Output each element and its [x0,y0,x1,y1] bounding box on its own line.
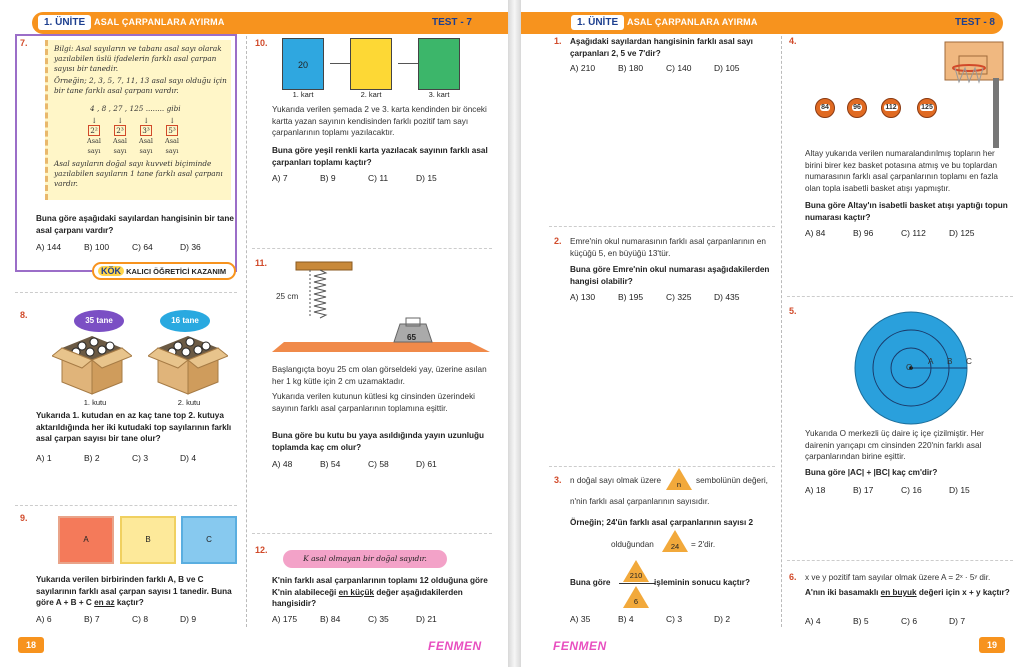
question-number: 12. [255,545,268,555]
ball-125: 125 [917,98,937,118]
question-text: Buna göre aşağıdaki sayılardan hangisinin bir tane asal çarpanı vardır? [36,214,234,235]
spring-illustration [270,258,492,358]
question-text: Buna göre |AC| + |BC| kaç cm'dir? [805,468,938,477]
kok-badge: KÖK KALICI ÖĞRETİCİ KAZANIM [92,262,236,280]
option-a[interactable]: A) 4 [805,616,821,626]
option-c[interactable]: C) 3 [132,453,149,463]
number-sequence: 4 , 8 , 27 , 125 ........ gibi [90,104,181,113]
page-number: 19 [979,637,1005,653]
option-b[interactable]: B) 7 [84,614,100,624]
option-a[interactable]: A) 7 [272,173,288,183]
option-d[interactable]: D) 4 [180,453,197,463]
answer-options [272,459,464,469]
question-text: Buna göre yeşil renkli karta yazılacak sayının farklı asal çarpanları toplamı kaçtır? [272,146,488,167]
label-a: A [928,357,934,366]
option-a[interactable]: A) 84 [805,228,826,238]
option-d[interactable]: D) 21 [416,614,437,624]
option-a[interactable]: A) 175 [272,614,298,624]
left-page [0,0,508,667]
option-d[interactable]: D) 9 [180,614,197,624]
box-1-illustration [52,328,132,396]
option-c[interactable]: C) 140 [666,63,692,73]
divider [549,466,775,467]
question-text: Yukarıda verilen şemada 2 ve 3. karta kendinden bir önceki kartta yazan sayının kendisinden farklı pozitif tam sayı çarpanlarının toplamı yazılacaktır. [272,105,487,137]
question-text: x ve y pozitif tam sayılar olmak üzere A = 2ˣ · 5ʸ dir. [805,573,991,582]
label-c: C [966,357,972,366]
triangle-label: 210 [629,571,643,580]
page-number: 18 [18,637,44,653]
triangle-label: 24 [670,542,680,551]
option-c[interactable]: C) 58 [368,459,389,469]
option-a[interactable]: A) 18 [805,485,826,495]
power-item: ↓ 3³ Asal sayı [139,116,153,155]
option-c[interactable]: C) 6 [901,616,918,626]
question-number: 9. [20,513,28,523]
option-a[interactable]: A) 1 [36,453,52,463]
column-divider [781,36,782,627]
divider [787,296,1013,297]
box-2-count: 16 tane [160,310,210,332]
ball-112: 112 [881,98,901,118]
card-1-label: 1. kart [292,90,314,99]
option-a[interactable]: A) 6 [36,614,52,624]
card-c: C [181,516,237,564]
option-c[interactable]: C) 3 [666,614,683,624]
info-text: Bilgi: Asal sayıların ve tabanı asal sayı olarak yazılabilen üslü ifadelerin farklı asal çarpan sayısı bir tanedir. [54,44,222,73]
card-2 [350,38,392,90]
option-d[interactable]: D) 435 [714,292,740,302]
question-text: Yukarıda 1. kutudan en az kaç tane top 2. kutuya aktarıldığında her iki kutudaki top sayılarının farklı asal çarpan sayısı bir tane olur? [36,411,232,443]
question-text: olduğundan [611,540,654,549]
question-text: Yukarıda O merkezli üç daire iç içe çizilmiştir. Her dairenin yarıçapı cm cinsinden 220'nin farklı asal çarpanlarından birine eşittir. [805,429,984,461]
question-number: 6. [789,572,797,582]
answer-options [272,173,464,183]
left-header [32,12,508,34]
answer-options [36,614,228,624]
ball-84: 84 [815,98,835,118]
divider [252,248,492,249]
question-text: n'nin farklı asal çarpanlarının sayısıdır. [570,497,710,506]
option-b[interactable]: B) 4 [618,614,634,624]
option-d[interactable]: D) 15 [416,173,437,183]
info-text: Örneğin; 2, 3, 5, 7, 11, 13 asal sayı olduğu için bir tane farklı asal çarpanı vardır. [54,76,227,95]
question-text: Başlangıçta boyu 25 cm olan görseldeki yay, üzerine asılan her 1 kg kütle için 2 cm uzamaktadır. [272,365,487,386]
box-1-label: 1. kutu [83,398,107,407]
divider [787,560,1013,561]
question-text: Aşağıdaki sayılardan hangisinin farklı asal sayı çarpanları 2, 5 ve 7'dir? [570,37,753,58]
divider [15,292,237,293]
option-b[interactable]: B) 2 [84,453,100,463]
triangle-label: 6 [633,597,639,606]
publisher-logo: FENMEN [553,639,607,653]
box-2-illustration [148,328,228,396]
question-number: 11. [255,258,268,268]
weight-value: 65 [407,333,417,342]
question-number: 7. [20,38,28,48]
option-d[interactable]: D) 61 [416,459,437,469]
question-number: 4. [789,36,797,46]
option-b[interactable]: B) 17 [853,485,874,495]
question-number: 1. [554,36,562,46]
divider [15,505,237,506]
answer-options [36,242,228,252]
answer-options [805,485,997,495]
spring-length: 25 cm [276,292,299,301]
test-label: TEST - 8 [954,17,995,28]
subject-title: ASAL ÇARPANLARA AYIRMA [627,17,758,27]
question-text: Buna göre [570,578,611,587]
power-item: ↓ 2² Asal sayı [87,116,101,155]
question-number: 5. [789,306,797,316]
option-b[interactable]: B) 84 [320,614,341,624]
label-b: B [947,357,953,366]
option-d[interactable]: D) 2 [714,614,731,624]
option-b[interactable]: B) 5 [853,616,869,626]
option-a[interactable]: A) 144 [36,242,62,252]
option-b[interactable]: B) 9 [320,173,336,183]
power-item: ↓ 5³ Asal sayı [165,116,179,155]
answer-options [805,228,997,238]
card-3 [418,38,460,90]
right-header [521,12,1003,34]
option-d[interactable]: D) 125 [949,228,975,238]
info-box [45,40,231,200]
question-text: n doğal sayı olmak üzere [570,476,662,485]
question-text: A'nın iki basamaklı en buyuk değeri için x + y kaçtır? [805,588,1010,597]
answer-options [570,614,762,624]
option-c[interactable]: C) 325 [666,292,692,302]
option-c[interactable]: C) 16 [901,485,922,495]
right-page [521,0,1029,667]
question-number: 3. [554,475,562,485]
option-b[interactable]: B) 96 [853,228,874,238]
publisher-logo: FENMEN [428,639,482,653]
fraction-bar [619,583,655,584]
box-2-label: 2. kutu [177,398,201,407]
ball-96: 96 [847,98,867,118]
question-text: Altay yukarıda verilen numaralandırılmış topların her birini birer kez basket potasına atmış ve bu toplardan numarasının farklı asal çarpanlarının toplamı en fazla olan topla isabetli basket atışı yapmıştır. [805,149,998,193]
label-o: O [906,363,913,372]
triangle-label: n [676,480,682,489]
question-text: Emre'nin okul numarasının farklı asal çarpanlarının en küçüğü 5, en büyüğü 13'tür. [570,237,766,258]
option-b[interactable]: B) 180 [618,63,644,73]
answer-options [570,63,762,73]
example-text: Örneğin; 24'ün farklı asal çarpanlarının sayısı 2 [570,518,754,527]
question-text: Buna göre bu kutu bu yaya asıldığında yayın uzunluğu toplamda kaç cm olur? [272,431,484,452]
unit-badge: 1. ÜNİTE [571,15,624,30]
info-text: Asal sayıların doğal sayı kuvveti biçiminde yazılabilen sayıların 1 tane farklı asal çarpanı vardır. [54,159,223,188]
option-b[interactable]: B) 195 [618,292,644,302]
option-c[interactable]: C) 35 [368,614,389,624]
question-text: K'nin farklı asal çarpanlarının toplamı 12 olduğuna göre K'nin alabileceği en küçük değer aşağıdakilerden hangisidir? [272,576,488,608]
option-c[interactable]: C) 112 [901,228,926,238]
option-c[interactable]: C) 64 [132,242,153,252]
option-b[interactable]: B) 100 [84,242,110,252]
book-spine [508,0,521,667]
column-divider [246,36,247,627]
question-text: Yukarıda verilen birbirinden farklı A, B ve C sayılarının farklı asal çarpan sayısı 1 tanedir. Buna göre A + B + C en az kaçtır? [36,575,232,607]
option-a[interactable]: A) 48 [272,459,293,469]
option-b[interactable]: B) 54 [320,459,341,469]
question-number: 8. [20,310,28,320]
question-text: Yukarıda verilen kutunun kütlesi kg cinsinden üzerindeki sayının farklı asal çarpanlarının toplamına eşittir. [272,392,475,413]
question-text: sembolünün değeri, [696,476,768,485]
question-text: Buna göre Altay'ın isabetli basket atışı yaptığı topun numarası kaçtır? [805,201,1008,222]
divider [252,533,492,534]
basket-illustration [935,38,1015,148]
divider [549,226,775,227]
card-3-label: 3. kart [428,90,450,99]
subject-title: ASAL ÇARPANLARA AYIRMA [94,17,225,27]
option-c[interactable]: C) 8 [132,614,149,624]
card-b: B [120,516,176,564]
option-a[interactable]: A) 35 [570,614,591,624]
card-2-label: 2. kart [360,90,382,99]
question-text: = 2'dir. [691,540,716,549]
unit-badge: 1. ÜNİTE [38,15,91,30]
card-1: 20 [282,38,324,90]
question-text: Buna göre Emre'nin okul numarası aşağıdakilerden hangisi olabilir? [570,265,770,286]
card-a: A [58,516,114,564]
statement-banner: K asal olmayan bir doğal sayıdır. [283,550,447,568]
option-d[interactable]: D) 7 [949,616,966,626]
answer-options [272,614,464,624]
box-1-count: 35 tane [74,310,124,332]
question-number: 10. [255,38,268,48]
option-c[interactable]: C) 11 [368,173,389,183]
answer-options [570,292,762,302]
question-text: işleminin sonucu kaçtır? [654,578,750,587]
answer-options [36,453,228,463]
option-d[interactable]: D) 105 [714,63,740,73]
option-d[interactable]: D) 36 [180,242,201,252]
question-number: 2. [554,236,562,246]
option-a[interactable]: A) 210 [570,63,596,73]
option-d[interactable]: D) 15 [949,485,970,495]
answer-options [805,616,997,626]
test-label: TEST - 7 [431,17,472,28]
power-item: ↓ 2³ Asal sayı [113,116,127,155]
option-a[interactable]: A) 130 [570,292,596,302]
